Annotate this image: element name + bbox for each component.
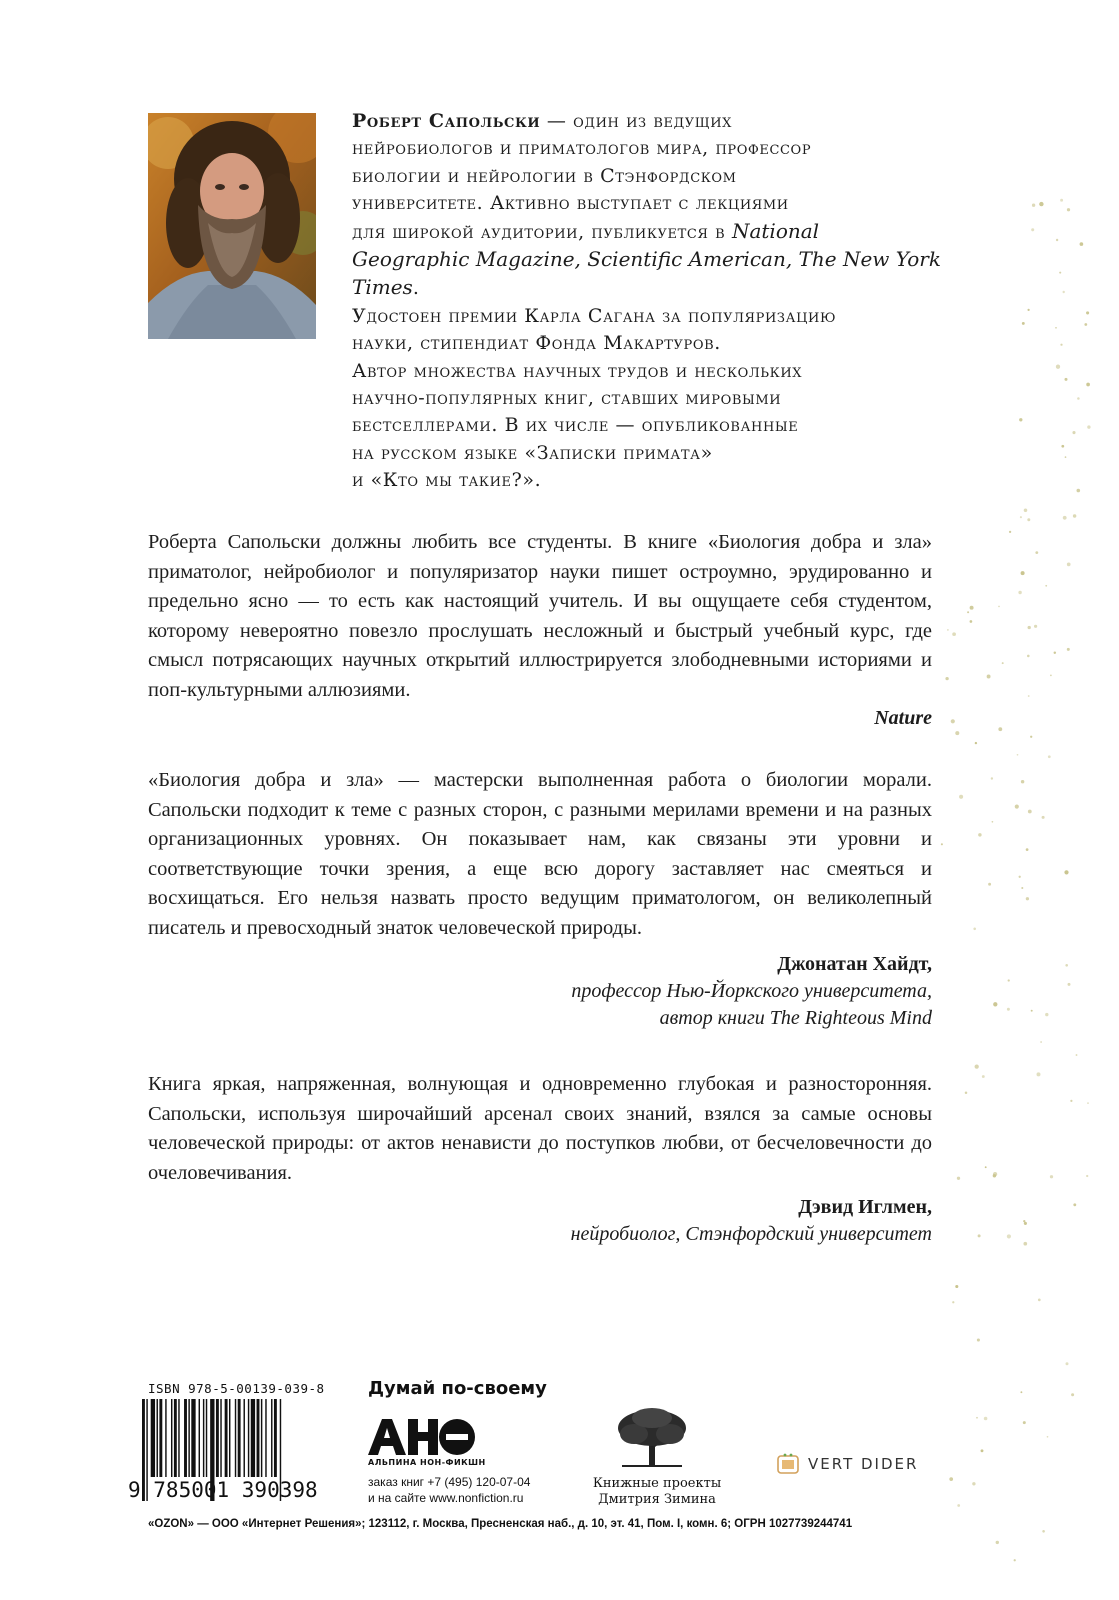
decorative-dot — [1034, 625, 1037, 628]
reviewer-role: нейробиолог, Стэнфордский университет — [570, 1223, 932, 1245]
decorative-dot — [987, 675, 991, 679]
publisher-tagline: Думай по-своему — [368, 1378, 547, 1399]
barcode-bar — [151, 1399, 155, 1477]
decorative-dot — [970, 606, 974, 610]
decorative-dot — [1009, 531, 1011, 533]
decorative-dot — [1061, 445, 1064, 448]
barcode-bar — [261, 1399, 262, 1477]
decorative-dot — [955, 1285, 958, 1288]
review-source — [148, 1194, 932, 1248]
decorative-dot — [976, 1417, 978, 1419]
decorative-dot — [1020, 516, 1022, 518]
decorative-dot — [955, 731, 959, 735]
decorative-dot — [1017, 754, 1019, 756]
decorative-dot — [947, 629, 949, 631]
vert-dider-icon — [777, 1453, 799, 1475]
decorative-dot — [1031, 228, 1034, 231]
barcode-bar — [216, 1399, 219, 1477]
decorative-dot — [1019, 418, 1022, 421]
decorative-dot — [1067, 208, 1070, 211]
zimin-projects: Книжные проекты Дмитрия Зимина — [592, 1476, 722, 1507]
decorative-dot — [1076, 1054, 1078, 1056]
decorative-dot — [1059, 272, 1061, 274]
decorative-dot — [1015, 805, 1019, 809]
barcode-bar — [265, 1399, 266, 1477]
tree-logo-icon — [612, 1406, 692, 1468]
barcode-digits: 9 785001 390398 — [128, 1478, 318, 1502]
decorative-dot — [1080, 242, 1084, 246]
decorative-dot — [1048, 755, 1051, 758]
review-source — [148, 951, 932, 1032]
decorative-dot — [1063, 291, 1065, 293]
decorative-dot — [1050, 1175, 1053, 1178]
publisher-name: АЛЬПИНА НОН-ФИКШН — [368, 1458, 486, 1467]
decorative-dot — [1073, 1203, 1076, 1206]
reviewer-role: профессор Нью-Йоркского университета, — [571, 980, 932, 1002]
decorative-dot — [975, 1064, 979, 1068]
decorative-dot — [959, 795, 963, 799]
barcode-bar — [174, 1399, 177, 1477]
decorative-dot — [1024, 509, 1028, 513]
decorative-dot — [1007, 1234, 1011, 1238]
barcode-bar — [178, 1399, 179, 1477]
decorative-dot — [1087, 1102, 1089, 1104]
decorative-dot — [1021, 780, 1024, 783]
decorative-dot — [975, 742, 977, 744]
decorative-dot — [1067, 648, 1070, 651]
decorative-dot — [981, 1449, 984, 1452]
author-name: Роберт Сапольски — [352, 110, 541, 132]
decorative-dot — [977, 1338, 980, 1341]
decorative-dot — [1065, 964, 1068, 967]
decorative-dot — [1064, 378, 1067, 381]
decorative-dot — [1028, 626, 1031, 629]
decorative-dot — [978, 1234, 981, 1237]
decorative-dot — [1031, 1010, 1033, 1012]
review-text: «Биология добра и зла» — мастерски выполненная работа о биологии морали. Сапольски подходит к теме с разных сторон, с разными мерилами времени и на разных организационных уровнях. Он показывает нам, как связаны эти уровни и соответствующие точки зрения, а еще всю дорогу заставляет нас смеяться и восхищаться. Его нельзя назвать просто ведущим приматологом, он великолепный писатель и превосходный знаток человеческой природы. — [148, 769, 932, 939]
decorative-dot — [988, 883, 991, 886]
decorative-dot — [1019, 876, 1021, 878]
decorative-dot — [1023, 1242, 1027, 1246]
decorative-dot — [951, 719, 955, 723]
decorative-dot — [1064, 870, 1068, 874]
decorative-dot — [992, 821, 994, 823]
decorative-dot — [1035, 551, 1038, 554]
decorative-dot — [970, 620, 973, 623]
decorative-dot — [982, 1075, 985, 1078]
reviewer-name: Джонатан Хайдт, — [777, 953, 932, 975]
decorative-dot — [1054, 652, 1056, 654]
decorative-dot — [1023, 1220, 1025, 1222]
decorative-dot — [965, 1091, 968, 1094]
decorative-dot — [1026, 897, 1029, 900]
barcode-bar — [157, 1399, 158, 1477]
decorative-dot — [978, 833, 981, 836]
author-bio: Роберт Сапольски — один из ведущих нейробиологов и приматологов мира, профессор биологии и нейрологии в Стэнфордском университете. Активно выступает с лекциями для широкой аудитории, публикуется в National Geographic Magazine, Scientific American, The New York Times. Удостоен премии Карла Сагана за популяризацию науки, стипендиат Фонда Макартуров. Автор множества научных трудов и нескольких научно-популярных книг, ставших мировыми бестселлерами. В их числе — опубликованные на русском языке «Записки примата» и «Кто мы такие?». — [352, 110, 941, 492]
decorative-dot — [1084, 323, 1087, 326]
decorative-dot — [998, 727, 1002, 731]
decorative-dot — [1045, 585, 1047, 587]
decorative-dot — [973, 928, 976, 931]
decorative-dot — [952, 1301, 954, 1303]
decorative-dot — [1042, 1530, 1045, 1533]
decorative-dot — [949, 1477, 953, 1481]
decorative-dot — [1056, 239, 1058, 241]
decorative-dot — [1023, 1421, 1026, 1424]
barcode-bar — [225, 1399, 228, 1477]
decorative-dot — [1008, 979, 1010, 981]
legal-info: «OZON» — ООО «Интернет Решения»; 123112, г. Москва, Пресненская наб., д. 10, эт. 41, Пом. I, комн. 6; ОГРН 1027739244741 — [148, 1518, 853, 1530]
decorative-dot — [1070, 1100, 1072, 1102]
decorative-dot — [1021, 571, 1025, 575]
reviewer-name: Дэвид Иглмен, — [798, 1196, 932, 1218]
decorative-dot — [1047, 1436, 1049, 1438]
review-haidt — [148, 766, 932, 1032]
decorative-dot — [1018, 591, 1021, 594]
decorative-dot — [1076, 489, 1080, 493]
reviewer-role: автор книги The Righteous Mind — [659, 1007, 932, 1029]
decorative-dot — [1020, 1391, 1022, 1393]
decorative-dot — [972, 1482, 975, 1485]
decorative-dot — [996, 1541, 999, 1544]
decorative-dot — [1086, 311, 1089, 314]
decorative-dot — [1045, 1013, 1048, 1016]
barcode-bar — [238, 1399, 241, 1477]
vert-dider-label: VERT DIDER — [808, 1455, 919, 1473]
decorative-dot — [957, 1177, 960, 1180]
review-text: Роберта Сапольски должны любить все студенты. В книге «Биология добра и зла» приматолог, нейробиолог и популяризатор науки пишет остроумно, эрудированно и предельно ясно — то есть как настоящий учитель. И вы ощущаете себя студентом, которому невероятно повезло прослушать несложный и быстрый учебный курс, где смысл потрясающих научных открытий иллюстрируется злободневными историями и поп-культурными аллюзиями. — [148, 531, 932, 701]
decorative-dot — [1087, 425, 1090, 428]
decorative-dot — [941, 843, 943, 845]
barcode-bar — [220, 1399, 221, 1477]
decorative-dot — [1002, 662, 1004, 664]
review-source: Nature — [874, 707, 932, 729]
decorative-dot — [1024, 1222, 1027, 1225]
barcode-bar — [199, 1399, 200, 1477]
decorative-dot — [1065, 456, 1067, 458]
review-eagleman — [148, 1070, 932, 1248]
decorative-dot — [985, 1166, 987, 1168]
review-text: Книга яркая, напряженная, волнующая и одновременно глубокая и разносторонняя. Сапольски, используя широчайший арсенал своих знаний, взялся за самые основы человеческой природы: от актов ненависти до поступков любви, от бесчеловечности до очеловечивания. — [148, 1073, 932, 1184]
decorative-dot — [1040, 1041, 1042, 1043]
barcode-bar — [257, 1399, 260, 1477]
barcode-bar — [271, 1399, 272, 1477]
decorative-dot — [1028, 810, 1032, 814]
decorative-dot — [1037, 1072, 1041, 1076]
decorative-dot — [1050, 675, 1052, 677]
alpina-logo-icon — [366, 1417, 476, 1457]
decorative-dot — [967, 611, 969, 613]
decorative-dot — [1068, 983, 1071, 986]
decorative-dot — [1027, 309, 1029, 311]
decorative-dot — [1007, 1008, 1010, 1011]
decorative-dot — [1039, 202, 1043, 206]
barcode-bar — [159, 1399, 162, 1477]
decorative-dot — [993, 1172, 997, 1176]
barcode-bar — [229, 1399, 230, 1477]
barcode-bar — [184, 1399, 187, 1477]
decorative-dot — [1038, 1299, 1041, 1302]
isbn-label: ISBN 978-5-00139-039-8 — [148, 1381, 325, 1396]
decorative-dot — [1014, 1559, 1016, 1561]
decorative-dot — [1071, 1393, 1074, 1396]
barcode-bar — [203, 1399, 204, 1477]
barcode-bar — [206, 1399, 207, 1477]
decorative-dot — [1055, 327, 1057, 329]
barcode-bar — [248, 1399, 249, 1477]
barcode-bar — [274, 1399, 277, 1477]
review-nature — [148, 528, 932, 732]
decorative-dot — [1032, 204, 1035, 207]
decorative-dot — [1066, 1362, 1069, 1365]
decorative-dot — [1072, 431, 1075, 434]
decorative-dot — [1060, 344, 1062, 346]
barcode-bar — [188, 1399, 189, 1477]
decorative-dot — [1027, 518, 1030, 521]
decorative-dot — [1042, 816, 1045, 819]
decorative-dot — [1030, 736, 1032, 738]
decorative-dot — [1027, 655, 1030, 658]
decorative-dot — [991, 777, 993, 779]
decorative-dot — [1028, 695, 1030, 697]
barcode-bar — [171, 1399, 172, 1477]
decorative-dot — [998, 606, 1000, 608]
decorative-dot — [1022, 322, 1025, 325]
order-info: заказ книг +7 (495) 120-07-04 и на сайте www.nonfiction.ru — [368, 1475, 531, 1505]
decorative-dot — [1056, 365, 1060, 369]
decorative-dot — [984, 1417, 988, 1421]
decorative-dot — [952, 632, 956, 636]
barcode-bar — [251, 1399, 255, 1477]
decorative-dot — [1077, 397, 1080, 400]
barcode-bar — [235, 1399, 236, 1477]
decorative-dot — [993, 1002, 997, 1006]
decorative-dot — [1021, 887, 1023, 889]
decorative-dot — [993, 1174, 996, 1177]
decorative-dot — [1073, 514, 1076, 517]
barcode-bar — [191, 1399, 195, 1477]
author-photo — [148, 113, 316, 339]
decorative-dot — [1026, 848, 1029, 851]
decorative-dot — [1063, 516, 1067, 520]
decorative-dot — [957, 1504, 960, 1507]
decorative-dot — [1060, 199, 1063, 202]
decorative-dot — [1067, 563, 1071, 567]
barcode-bar — [244, 1399, 245, 1477]
decorative-dot — [1086, 383, 1090, 387]
barcode-bar — [165, 1399, 166, 1477]
decorative-dot — [1086, 1175, 1088, 1177]
decorative-dot — [945, 677, 948, 680]
